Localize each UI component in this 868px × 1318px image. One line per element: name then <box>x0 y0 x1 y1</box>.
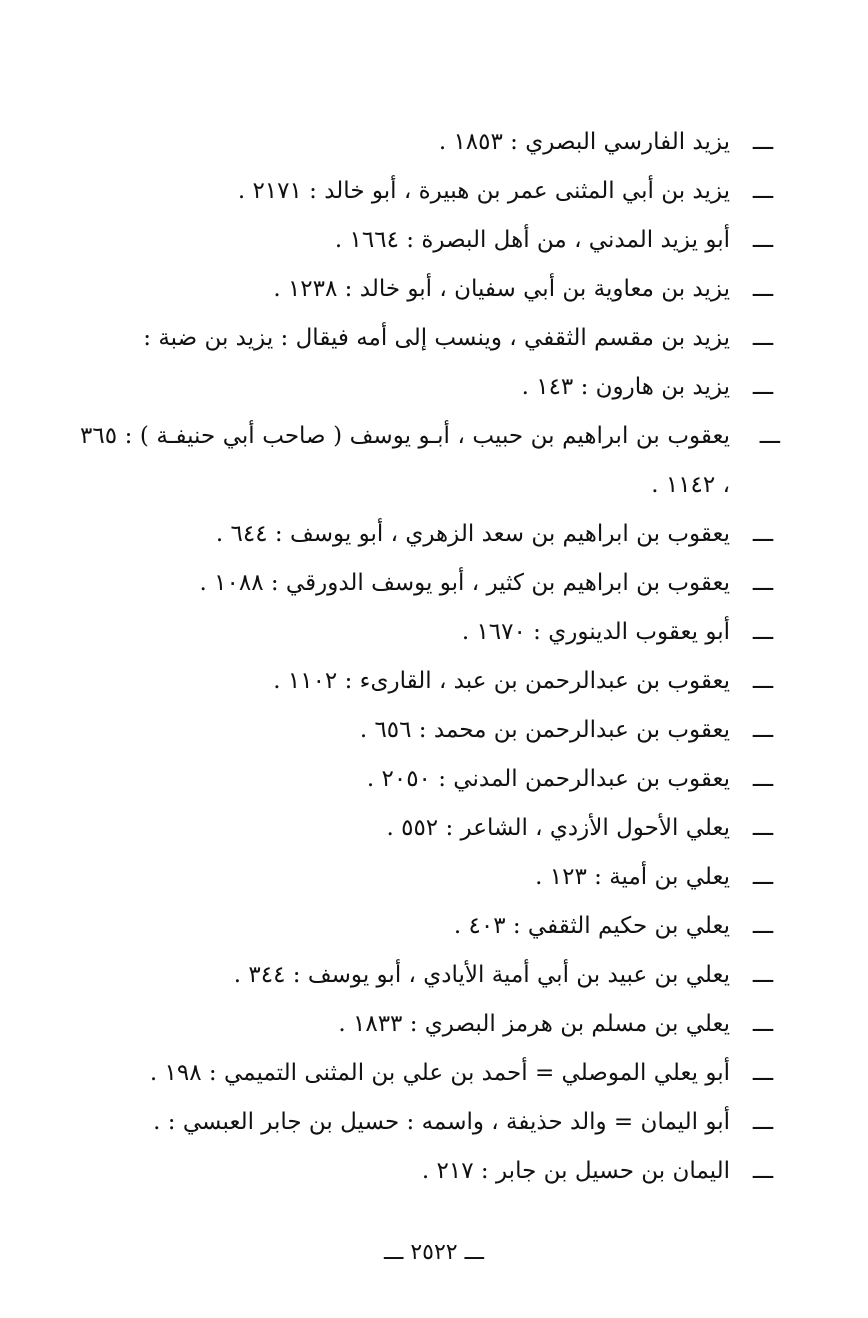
index-entry <box>80 1147 780 1196</box>
entry-dash: ـــ <box>752 864 774 890</box>
entry-text: يعقوب بن عبدالرحمن بن محمد : ٦٥٦ . <box>359 717 730 743</box>
index-entry <box>80 657 780 706</box>
entry-dash: ـــ <box>752 815 774 841</box>
entry-text: يزيد بن معاوية بن أبي سفيان ، أبو خالد : ١٢٣٨ . <box>273 276 730 302</box>
index-entry <box>80 1049 780 1098</box>
index-entry <box>80 167 780 216</box>
entry-text: يعقوب بن عبدالرحمن بن عبد ، القارىء : ١١٠٢ . <box>273 668 730 694</box>
index-list <box>80 118 780 1196</box>
entry-dash: ـــ <box>752 1158 774 1184</box>
entry-dash: ـــ <box>752 521 774 547</box>
index-entry <box>80 118 780 167</box>
entry-text: يعلي بن مسلم بن هرمز البصري : ١٨٣٣ . <box>338 1011 730 1037</box>
index-entry <box>80 510 780 559</box>
entry-text: يعقوب بن ابراهيم بن سعد الزهري ، أبو يوسف : ٦٤٤ . <box>215 521 730 547</box>
entry-dash: ـــ <box>759 423 780 449</box>
entry-text: يعلي بن أمية : ١٢٣ . <box>535 864 730 890</box>
index-entry <box>80 1000 780 1049</box>
entry-text: يعقوب بن ابراهيم بن حبيب ، أبـو يوسف ( صاحب أبي حنيفـة ) : ٣٦٥ ، ١١٤٢ . <box>80 423 730 498</box>
entry-text: يعلي الأحول الأزدي ، الشاعر : ٥٥٢ . <box>386 815 730 841</box>
entry-dash: ـــ <box>752 1060 774 1086</box>
index-entry <box>80 804 780 853</box>
entry-dash: ـــ <box>752 766 774 792</box>
index-entry <box>80 608 780 657</box>
index-entry <box>80 755 780 804</box>
entry-text: يعقوب بن عبدالرحمن المدني : ٢٠٥٠ . <box>366 766 730 792</box>
index-entry <box>80 853 780 902</box>
entry-dash: ـــ <box>752 374 774 400</box>
entry-text: أبو يزيد المدني ، من أهل البصرة : ١٦٦٤ . <box>334 227 730 253</box>
index-entry <box>80 559 780 608</box>
index-entry <box>80 363 780 412</box>
entry-text: يزيد بن أبي المثنى عمر بن هبيرة ، أبو خالد : ٢١٧١ . <box>237 178 730 204</box>
index-entry <box>80 216 780 265</box>
entry-dash: ـــ <box>752 668 774 694</box>
index-entry <box>80 951 780 1000</box>
entry-dash: ـــ <box>752 178 774 204</box>
entry-dash: ـــ <box>752 276 774 302</box>
entry-text: أبو يعقوب الدينوري : ١٦٧٠ . <box>461 619 730 645</box>
index-entry <box>80 1098 780 1147</box>
entry-dash: ـــ <box>752 717 774 743</box>
entry-dash: ـــ <box>752 913 774 939</box>
index-entry <box>80 706 780 755</box>
entry-text: يزيد بن مقسم الثقفي ، وينسب إلى أمه فيقال : يزيد بن ضبة : <box>143 325 730 351</box>
entry-text: أبو اليمان = والد حذيفة ، واسمه : حسيل بن جابر العبسي : . <box>153 1109 730 1135</box>
entry-text: يعلي بن عبيد بن أبي أمية الأيادي ، أبو يوسف : ٣٤٤ . <box>233 962 730 988</box>
entry-dash: ـــ <box>752 325 774 351</box>
entry-text: اليمان بن حسيل بن جابر : ٢١٧ . <box>421 1158 730 1184</box>
page-number: ـــ ٢٥٢٢ ـــ <box>384 1240 484 1265</box>
entry-dash: ـــ <box>752 227 774 253</box>
index-entry <box>80 902 780 951</box>
entry-dash: ـــ <box>752 129 774 155</box>
entry-text: يزيد بن هارون : ١٤٣ . <box>521 374 730 400</box>
index-entry <box>80 314 780 363</box>
entry-text: يعقوب بن ابراهيم بن كثير ، أبو يوسف الدورقي : ١٠٨٨ . <box>199 570 730 596</box>
entry-text: يعلي بن حكيم الثقفي : ٤٠٣ . <box>453 913 730 939</box>
entry-text: يزيد الفارسي البصري : ١٨٥٣ . <box>438 129 730 155</box>
entry-dash: ـــ <box>752 962 774 988</box>
entry-text: أبو يعلي الموصلي = أحمد بن علي بن المثنى التميمي : ١٩٨ . <box>149 1060 730 1086</box>
entry-dash: ـــ <box>752 1011 774 1037</box>
entry-dash: ـــ <box>752 619 774 645</box>
entry-dash: ـــ <box>752 1109 774 1135</box>
index-entry <box>80 412 780 510</box>
entry-dash: ـــ <box>752 570 774 596</box>
index-entry <box>80 265 780 314</box>
